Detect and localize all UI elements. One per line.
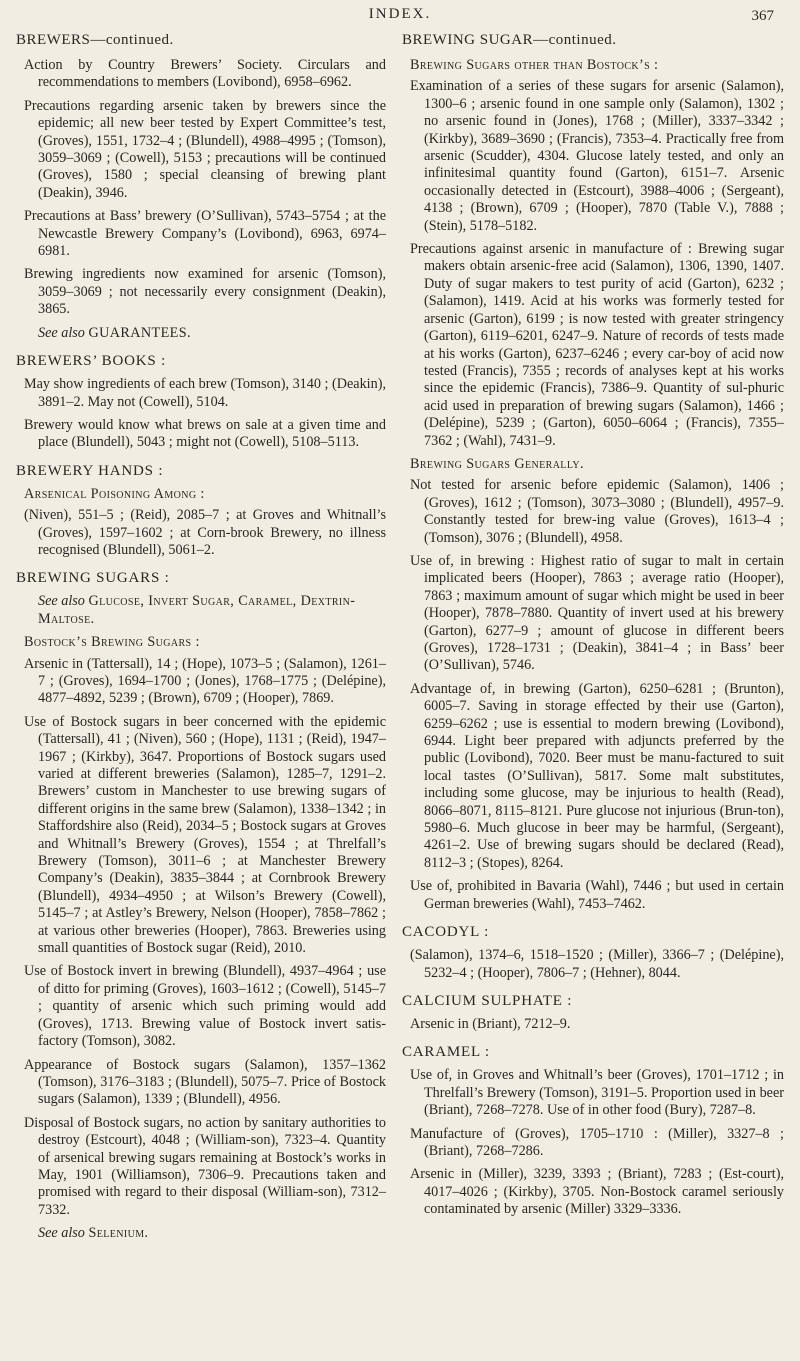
index-entry: Brewing ingredients now examined for arsenic (Tomson), 3059–3069 ; not necessarily every consignment (Deakin), 3865.: [24, 266, 386, 318]
see-also-prefix: See also: [38, 593, 85, 610]
index-entry: Use of, in brewing : Highest ratio of sugar to malt in certain implicated beers (Hooper), 7863 ; average ratio (Hooper), 7863 ; maximum amount of sugar which might be used in beer (Hooper), 7878–7880. Quantity of invert used at his brewery (Garton), 6277–9 ; amount of glucose in different beers (Groves), 1728–1731 ; (Deakin), 3841–4 ; in Bass’ beer (O’Sullivan), 5746.: [410, 552, 784, 674]
see-also-ref: Selenium.: [88, 1225, 149, 1242]
index-entry: Brewery would know what brews on sale at a given time and place (Blundell), 5043 ; might not (Cowell), 5108–5113.: [24, 416, 386, 451]
index-entry: Precautions at Bass’ brewery (O’Sullivan), 5743–5754 ; at the Newcastle Brewery Company’s (Lovibond), 6963, 6974–6981.: [24, 208, 386, 260]
index-entry: Precautions against arsenic in manufacture of : Brewing sugar makers obtain arsenic-free acid (Salamon), 1306, 1390, 1407. Duty of sugar makers to test purity of acid (Garton), 6232 ; (Salamon), 1419. Acid at his works was formerly tested for arsenic (Garton), 6199 ; is now tested with greater stringency (Garton), 6119–6201, 6247–9. Nature of records of tests made at his works (Garton), 6237–6246 ; every car-boy of acid now tested (Francis), 7355 ; records of analyses kept at his works since the epidemic (Francis), 7386–9. Quantity of sul-phuric acid used in preparation of brewing sugars (Salamon), 1466 ; (Delépine), 5239 ; (Garton), 6050–6064 ; (Francis), 7355–7362 ; (Wahl), 7431–9.: [410, 241, 784, 449]
index-entry: Use of, in Groves and Whitnall’s beer (Groves), 1701–1712 ; in Threlfall’s Brewery (Tomson), 3191–5. Proportion used in beer (Briant), 7268–7278. Use of in other food (Bury), 7287–8.: [410, 1067, 784, 1119]
index-entry: Disposal of Bostock sugars, no action by sanitary authorities to destroy (Estcourt), 4048 ; (William-son), 7323–4. Quantity of arsenical brewing sugars remaining at Bostock’s works in May, 1901 (Williamson), 7306–9. Precautions taken and promised with regard to their disposal (William-son), 7312–7332.: [24, 1114, 386, 1218]
see-also-ref: Glucose, Invert Sugar, Caramel, Dextrin-Maltose.: [38, 593, 356, 627]
index-entry: (Niven), 551–5 ; (Reid), 2085–7 ; at Groves and Whitnall’s (Groves), 1597–1602 ; at Corn-brook Brewery, no illness recognised (Blundell), 5061–2.: [24, 507, 386, 558]
index-entry: Use of Bostock sugars in beer concerned with the epidemic (Tattersall), 41 ; (Niven), 560 ; (Hope), 1131 ; (Reid), 1947–1967 ; (Kirkby), 3647. Proportions of Bostock sugars used varied at different breweries (Salamon), 1285–7, 1291–2. Brewers’ custom in Manchester to use brewing sugars of different origins in the same brew (Salamon), 1338–1342 ; in Staffordshire also (Reid), 2034–5 ; Bostock sugars at Groves and Whitnall’s Brewery (Groves), 1554 ; at Threlfall’s Brewery (Tomson), 3011–6 ; at Manchester Brewery Company’s (Deakin), 3835–3844 ; at Cornbrook Brewery (Blundell), 4934–4950 ; at Wilson’s Brewery (Cowell), 5145–7 ; at Astley’s Brewery, Nelson (Hooper), 7858–7862 ; at various other breweries (Hooper), 7863. Breweries using small quantities of Bostock sugar (Reid), 2010.: [24, 713, 386, 957]
right-column: [402, 32, 784, 1225]
running-head-right: BREWING SUGAR—continued.: [402, 32, 617, 48]
index-entry: (Salamon), 1374–6, 1518–1520 ; (Miller), 3366–7 ; (Delépine), 5232–4 ; (Hooper), 7806–7 ; (Hehner), 8044.: [410, 947, 784, 981]
index-entry: Use of, prohibited in Bavaria (Wahl), 7446 ; but used in certain German breweries (Wahl), 7453–7462.: [410, 878, 784, 912]
index-entry: Advantage of, in brewing (Garton), 6250–6281 ; (Brunton), 6005–7. Saving in storage effected by their use (Garton), 6259–6262 ; use is essential to modern brewing (Lovibond), 6944. Light beer prepared with adjuncts preferred by the public (Lovibond), 7020. Beer must be manu-factured to suit local tastes (O’Sullivan), 5817. Some malt substitutes, including some glucose, may be injurious to health (Read), 8066–8071, 8115–8121. Pure glucose not injurious (Brun-ton), 5980–6. Much glucose in beer may be harmful, (Sergeant), 4261–2. Use of brewing sugars should be declared (Read), 8112–3 ; (Stopes), 8264.: [410, 680, 784, 871]
see-also-selenium: [16, 1225, 386, 1242]
index-entry: Arsenic in (Tattersall), 14 ; (Hope), 1073–5 ; (Salamon), 1261–7 ; (Groves), 1694–1700 ; (Jones), 1768–1775 ; (Delépine), 4877–4892, 5239 ; (Brown), 6709 ; (Hooper), 7869.: [24, 655, 386, 707]
index-entry: May show ingredients of each brew (Tomson), 3140 ; (Deakin), 3891–2. May not (Cowell), 5104.: [24, 376, 386, 410]
page-number: 367: [751, 8, 774, 24]
heading-brewing-sugars: BREWING SUGARS :: [16, 570, 170, 587]
index-entry: Not tested for arsenic before epidemic (Salamon), 1406 ; (Groves), 1612 ; (Tomson), 3073–3080 ; (Blundell), 4957–9. Constantly tested for brew-ing value (Groves), 1613–4 ; (Tomson), 3076 ; (Blundell), 4958.: [410, 477, 784, 546]
index-entry: Examination of a series of these sugars for arsenic (Salamon), 1300–6 ; arsenic found in one sample only (Salamon), 1302 ; no arsenic found in (Jones), 1768 ; (Miller), 3337–3342 ; (Kirkby), 3689–3690 ; (Francis), 7353–4. Practically free from arsenic (Scudder), 4304. Glucose lately tested, and only an infinitesimal quantity found (Garton), 6151–7. Arsenic occasionally detected in (Estcourt), 3988–4006 ; (Sergeant), 4138 ; (Brown), 6709 ; (Hooper), 7870 (Table V.), 7888 ; (Stein), 5178–5182.: [410, 78, 784, 234]
left-column: [16, 32, 386, 1249]
index-entry: Precautions regarding arsenic taken by brewers since the epidemic; all new beer tested by Expert Committee’s test, (Groves), 1551, 1732–4 ; (Blundell), 4988–4995 ; (Tomson), 3059–3069 ; (Cowell), 5153 ; precautions will be continued (Groves), 1580 ; special cleansing of brewing plant (Deakin), 3946.: [24, 97, 386, 201]
see-also-ref: GUARANTEES.: [88, 324, 191, 341]
heading-brewers-books: BREWERS’ BOOKS :: [16, 353, 167, 370]
index-entry: Appearance of Bostock sugars (Salamon), 1357–1362 (Tomson), 3176–3183 ; (Blundell), 5075–7. Price of Bostock sugars (Salamon), 1339 ; (Blundell), 4956.: [24, 1056, 386, 1108]
index-entry: Arsenic in (Miller), 3239, 3393 ; (Briant), 7283 ; (Est-court), 4017–4026 ; (Kirkby), 3705. Non-Bostock caramel seriously contaminated by arsenic (Miller) 3329–3336.: [410, 1166, 784, 1218]
page-title: INDEX.: [368, 6, 432, 22]
index-entry: Action by Country Brewers’ Society. Circulars and recommendations to members (Lovibond), 6958–6962.: [24, 57, 386, 91]
index-entry: Use of Bostock invert in brewing (Blundell), 4937–4964 ; use of ditto for priming (Groves), 1603–1612 ; (Cowell), 5145–7 ; quantity of arsenic which such priming would add (Groves), 1713. Brewing value of Bostock invert satis-factory (Tomson), 3082.: [24, 963, 386, 1050]
heading-brewery-hands: BREWERY HANDS :: [16, 462, 164, 479]
see-also-prefix: See also: [38, 1225, 85, 1242]
subhead-sugars-generally: Brewing Sugars Generally.: [410, 455, 584, 472]
subhead-bostock: Bostock’s Brewing Sugars :: [24, 634, 200, 651]
index-entry: Arsenic in (Briant), 7212–9.: [410, 1015, 571, 1032]
see-also-glucose: [16, 593, 386, 628]
heading-calcium-sulphate: CALCIUM SULPHATE :: [402, 992, 573, 1009]
subhead-other-sugars: Brewing Sugars other than Bostock’s :: [410, 57, 659, 73]
index-entry: Manufacture of (Groves), 1705–1710 : (Miller), 3327–8 ; (Briant), 7268–7286.: [410, 1125, 784, 1159]
brewers-entries: [16, 57, 386, 319]
subhead-arsenical-poisoning: Arsenical Poisoning Among :: [24, 485, 205, 502]
see-also-prefix: See also: [38, 324, 85, 341]
heading-cacodyl: CACODYL :: [402, 924, 490, 941]
page-header: [0, 6, 800, 30]
see-also-guarantees: [16, 325, 386, 342]
heading-caramel: CARAMEL :: [402, 1044, 490, 1061]
running-head-left: BREWERS—continued.: [16, 32, 174, 48]
